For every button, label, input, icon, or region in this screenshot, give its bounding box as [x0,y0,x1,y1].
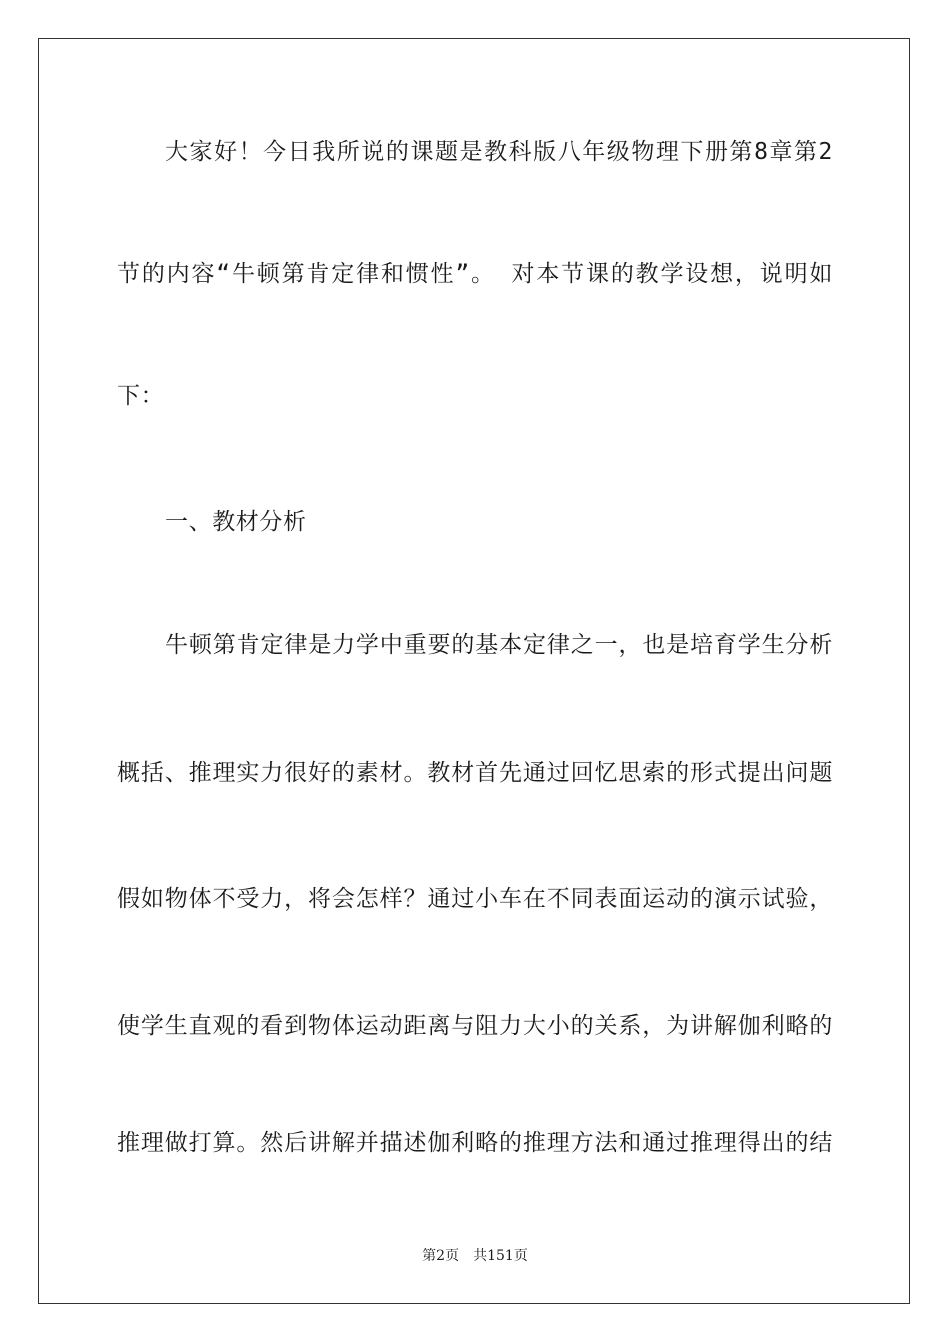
text-line-2: 节的内容“牛顿第肯定律和惯性”。 对本节课的教学设想，说明如 [117,261,833,287]
text-line-8: 使学生直观的看到物体运动距离与阻力大小的关系，为讲解伽利略的 [117,1013,833,1039]
text-line-5: 牛顿第肯定律是力学中重要的基本定律之一，也是培育学生分析 [165,632,833,658]
text-line-7: 假如物体不受力，将会怎样？通过小车在不同表面运动的演示试验， [117,886,833,912]
page-number: 第2页 [422,1248,460,1264]
page-footer [0,1246,950,1266]
page-total: 共151页 [473,1248,528,1264]
page-frame [38,38,910,1304]
text-line-1: 大家好！今日我所说的课题是教科版八年级物理下册第8章第2 [165,139,833,165]
text-line-3: 下： [117,383,165,409]
section-heading: 一、教材分析 [165,509,307,535]
text-line-6: 概括、推理实力很好的素材。教材首先通过回忆思索的形式提出问题 [117,760,833,786]
text-line-9: 推理做打算。然后讲解并描述伽利略的推理方法和通过推理得出的结 [117,1130,833,1156]
